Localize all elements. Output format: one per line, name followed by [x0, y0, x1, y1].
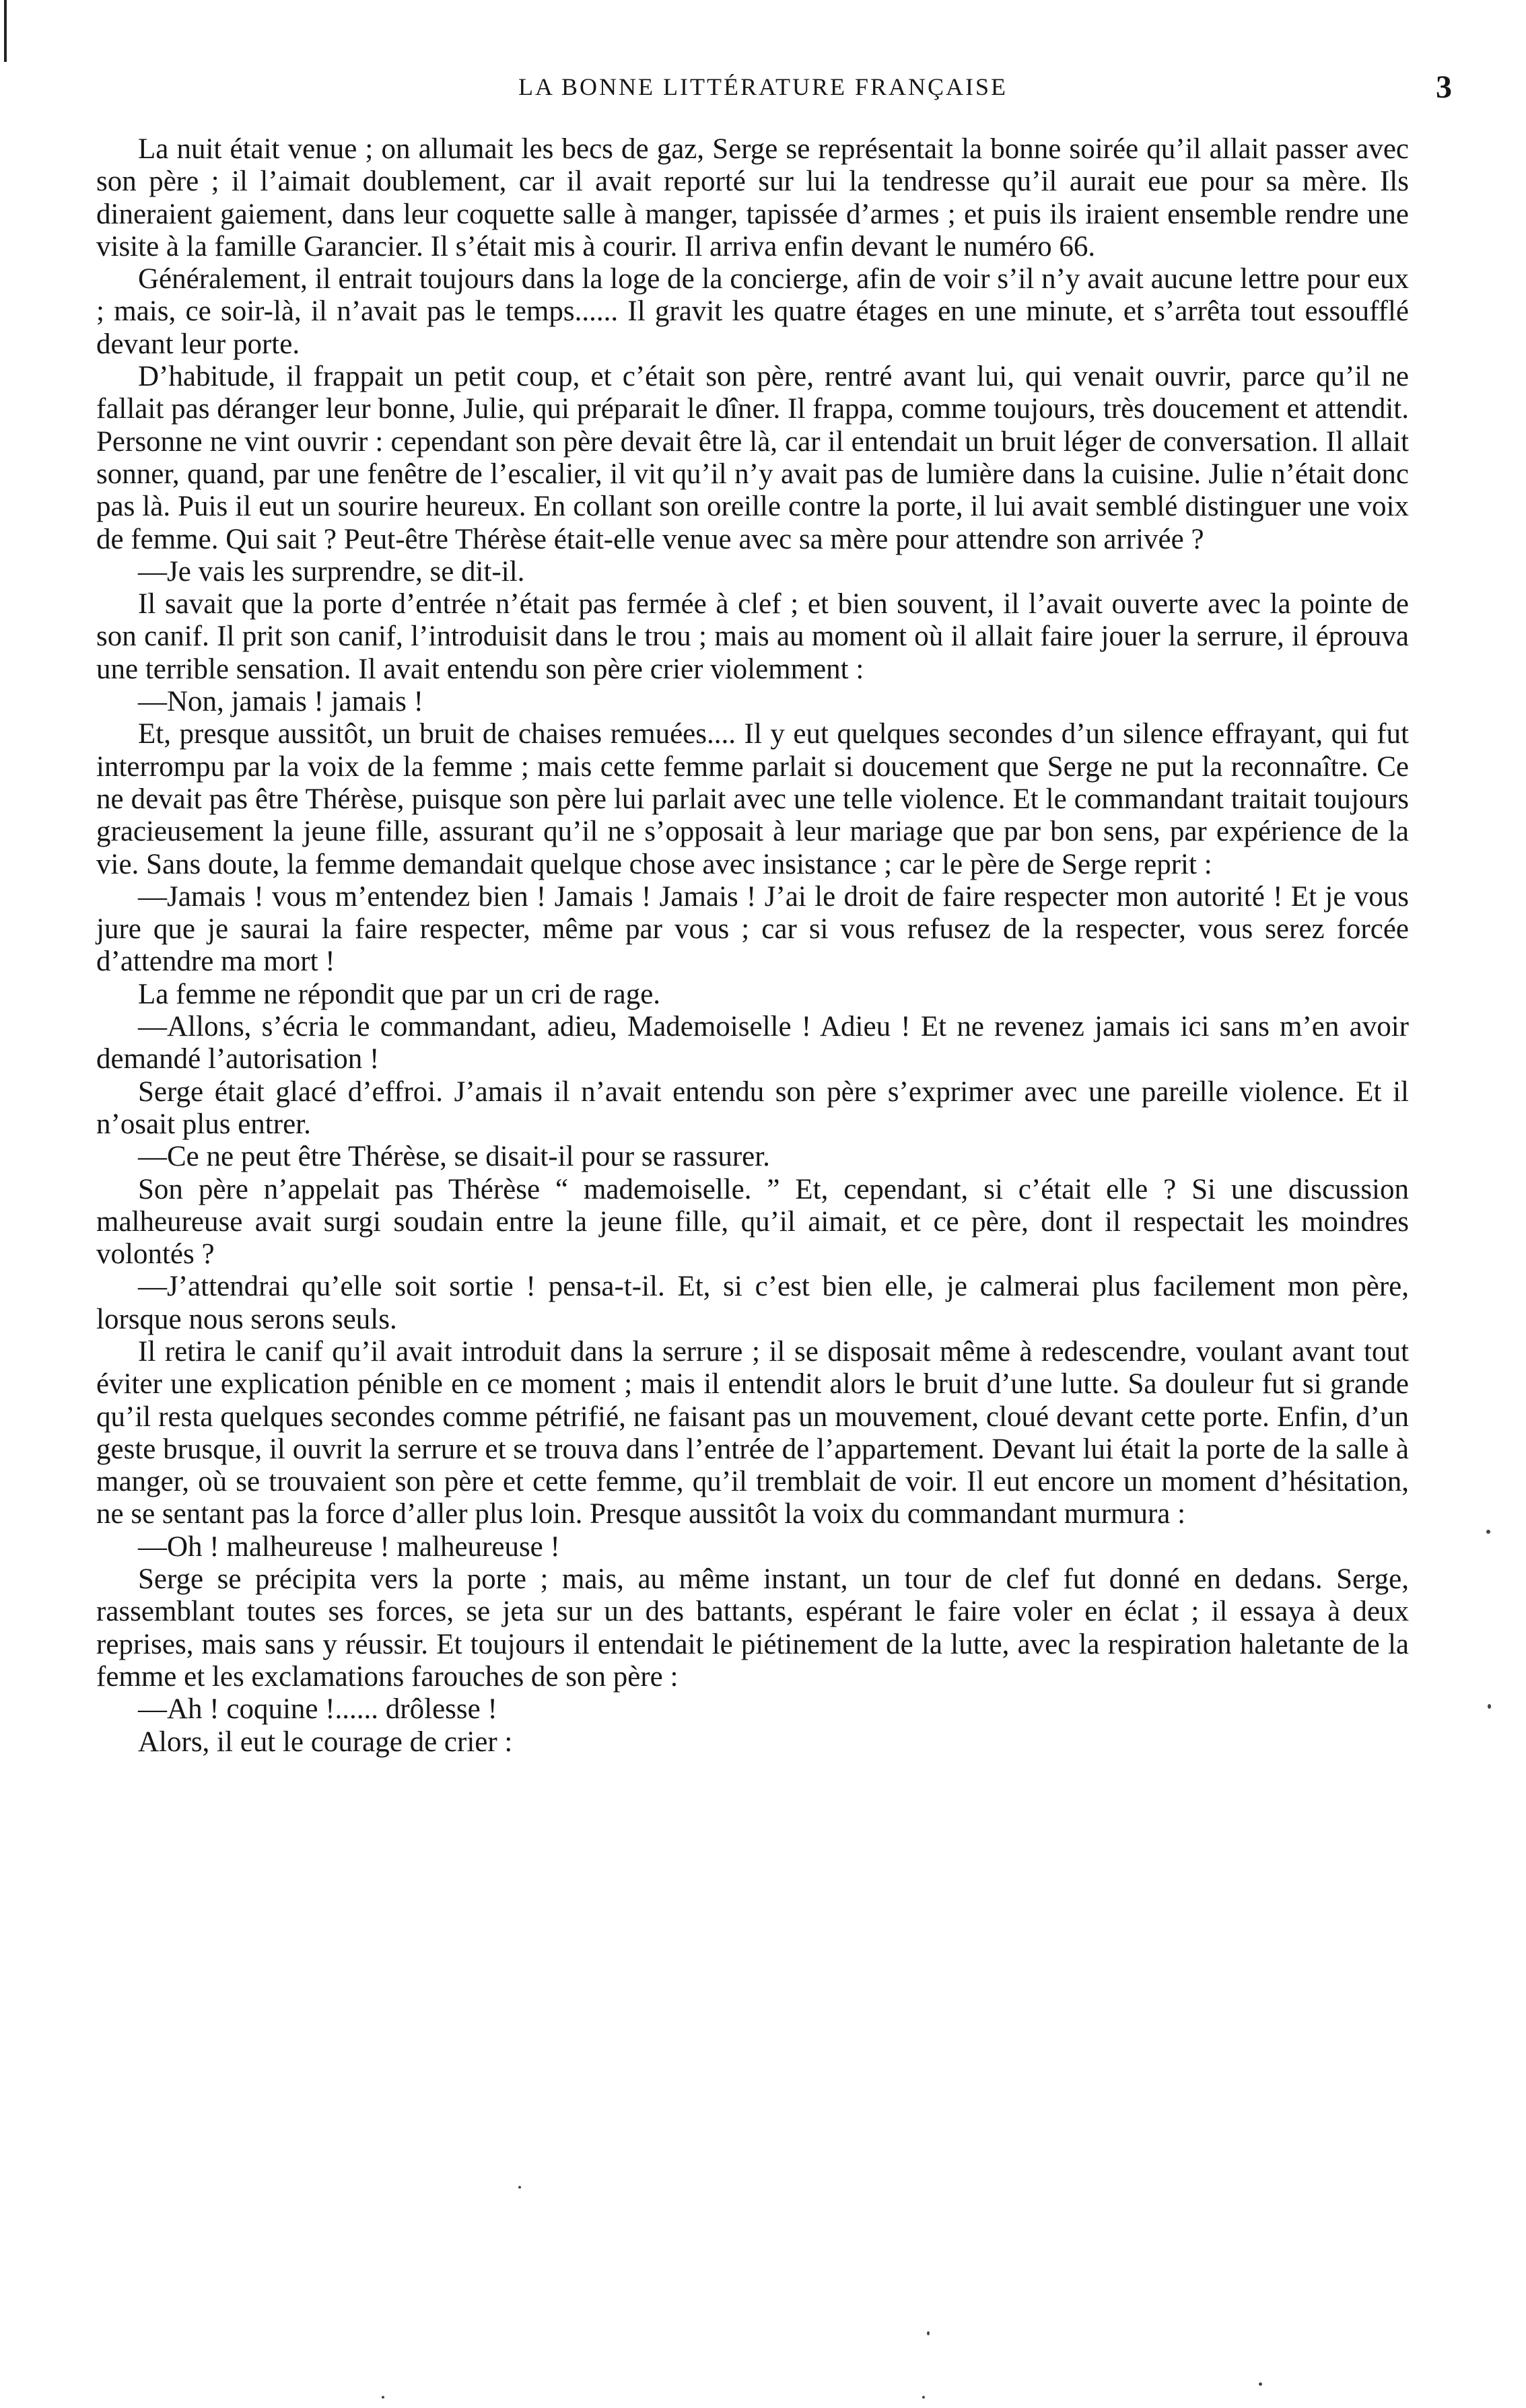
paragraph: Et, presque aussitôt, un bruit de chaises remuées.... Il y eut quelques secondes d’un silence effrayant, qui fut interrompu par la voix de la femme ; mais cette femme parlait si doucement que Serge ne put la reconnaître. Ce ne devait pas être Thérèse, puisque son père lui parlait avec une telle violence. Et le commandant traitait toujours gracieusement la jeune fille, assurant qu’il ne s’opposait à leur mariage que par bon sens, par expérience de la vie. Sans doute, la femme demandait quelque chose avec insistance ; car le père de Serge reprit : [96, 718, 1409, 880]
body-text [96, 133, 1409, 1759]
paragraph: Serge était glacé d’effroi. J’amais il n’avait entendu son père s’exprimer avec une pareille violence. Et il n’osait plus entrer. [96, 1075, 1409, 1140]
page-header [0, 69, 1526, 106]
print-speck [1486, 1530, 1490, 1534]
dialogue-line: —Ce ne peut être Thérèse, se disait-il pour se rassurer. [138, 1141, 770, 1173]
print-speck [382, 2396, 384, 2399]
paragraph: La nuit était venue ; on allumait les becs de gaz, Serge se représentait la bonne soirée qu’il allait passer avec son père ; il l’aimait doublement, car il avait reporté sur lui la tendresse qu’il aurait eue pour sa mère. Ils dineraient gaiement, dans leur coquette salle à manger, tapissée d’armes ; et puis ils iraient ensemble rendre une visite à la famille Garancier. Il s’était mis à courir. Il arriva enfin devant le numéro 66. [96, 133, 1409, 262]
paragraph: Serge se précipita vers la porte ; mais, au même instant, un tour de clef fut donné en dedans. Serge, rassemblant toutes ses forces, se jeta sur un des battants, espérant le faire voler en éclat ; il essaya à deux reprises, mais sans y réussir. Et toujours il entendait le piétinement de la lutte, avec la respiration haletante de la femme et les exclamations farouches de son père : [96, 1563, 1409, 1693]
binding-edge-mark [4, 0, 7, 62]
paragraph: Il savait que la porte d’entrée n’était pas fermée à clef ; et bien souvent, il l’avait ouverte avec la pointe de son canif. Il prit son canif, l’introduisit dans le trou ; mais au moment où il allait faire jouer la serrure, il éprouva une terrible sensation. Il avait entendu son père crier violemment : [96, 588, 1409, 685]
dialogue-line: —Oh ! malheureuse ! malheureuse ! [138, 1530, 560, 1563]
paragraph: La femme ne répondit que par un cri de rage. [138, 978, 661, 1010]
print-speck [927, 2331, 930, 2335]
paragraph: Alors, il eut le courage de crier : [138, 1726, 513, 1758]
running-title: LA BONNE LITTÉRATURE FRANÇAISE [518, 73, 1008, 100]
dialogue-line: —Allons, s’écria le commandant, adieu, Mademoiselle ! Adieu ! Et ne revenez jamais ici sans m’en avoir demandé l’autorisation ! [96, 1011, 1409, 1075]
print-speck [922, 2396, 925, 2399]
print-speck [1488, 1704, 1491, 1709]
dialogue-line: —Jamais ! vous m’entendez bien ! Jamais ! Jamais ! J’ai le droit de faire respecter mon autorité ! Et je vous jure que je saurai la faire respecter, même par vous ; car si vous refusez de la respecter, vous serez forcée d’attendre ma mort ! [96, 880, 1409, 978]
paragraph: Il retira le canif qu’il avait introduit dans la serrure ; il se disposait même à redescendre, voulant avant tout éviter une explication pénible en ce moment ; mais il entendit alors le bruit d’une lutte. Sa douleur fut si grande qu’il resta quelques secondes comme pétrifié, ne faisant pas un mouvement, cloué devant cette porte. Enfin, d’un geste brusque, il ouvrit la serrure et se trouva dans l’entrée de l’appartement. Devant lui était la porte de la salle à manger, où se trouvaient son père et cette femme, qu’il tremblait de voir. Il eut encore un moment d’hésitation, ne se sentant pas la force d’aller plus loin. Presque aussitôt la voix du commandant murmura : [96, 1335, 1409, 1530]
page-number: 3 [1436, 69, 1452, 105]
dialogue-line: —Je vais les surprendre, se dit-il. [138, 555, 525, 588]
print-speck [518, 2186, 521, 2189]
dialogue-line: —Ah ! coquine !...... drôlesse ! [138, 1693, 497, 1726]
paragraph: Généralement, il entrait toujours dans la loge de la concierge, afin de voir s’il n’y avait aucune lettre pour eux ; mais, ce soir-là, il n’avait pas le temps...... Il gravit les quatre étages en une minute, et s’arrêta tout essoufflé devant leur porte. [96, 263, 1409, 360]
paragraph: Son père n’appelait pas Thérèse “ mademoiselle. ” Et, cependant, si c’était elle ? Si une discussion malheureuse avait surgi soudain entre la jeune fille, qu’il aimait, et ce père, dont il respectait les moindres volontés ? [96, 1173, 1409, 1271]
dialogue-line: —J’attendrai qu’elle soit sortie ! pensa-t-il. Et, si c’est bien elle, je calmerai plus facilement mon père, lorsque nous serons seuls. [96, 1271, 1409, 1335]
print-speck [1259, 2382, 1262, 2386]
dialogue-line: —Non, jamais ! jamais ! [138, 686, 423, 718]
paragraph: D’habitude, il frappait un petit coup, et c’était son père, rentré avant lui, qui venait ouvrir, parce qu’il ne fallait pas déranger leur bonne, Julie, qui préparait le dîner. Il frappa, comme toujours, très doucement et attendit. Personne ne vint ouvrir : cependant son père devait être là, car il entendait un bruit léger de conversation. Il allait sonner, quand, par une fenêtre de l’escalier, il vit qu’il n’y avait pas de lumière dans la cuisine. Julie n’était donc pas là. Puis il eut un sourire heureux. En collant son oreille contre la porte, il lui avait semblé distinguer une voix de femme. Qui sait ? Peut-être Thérèse était-elle venue avec sa mère pour attendre son arrivée ? [96, 361, 1409, 555]
